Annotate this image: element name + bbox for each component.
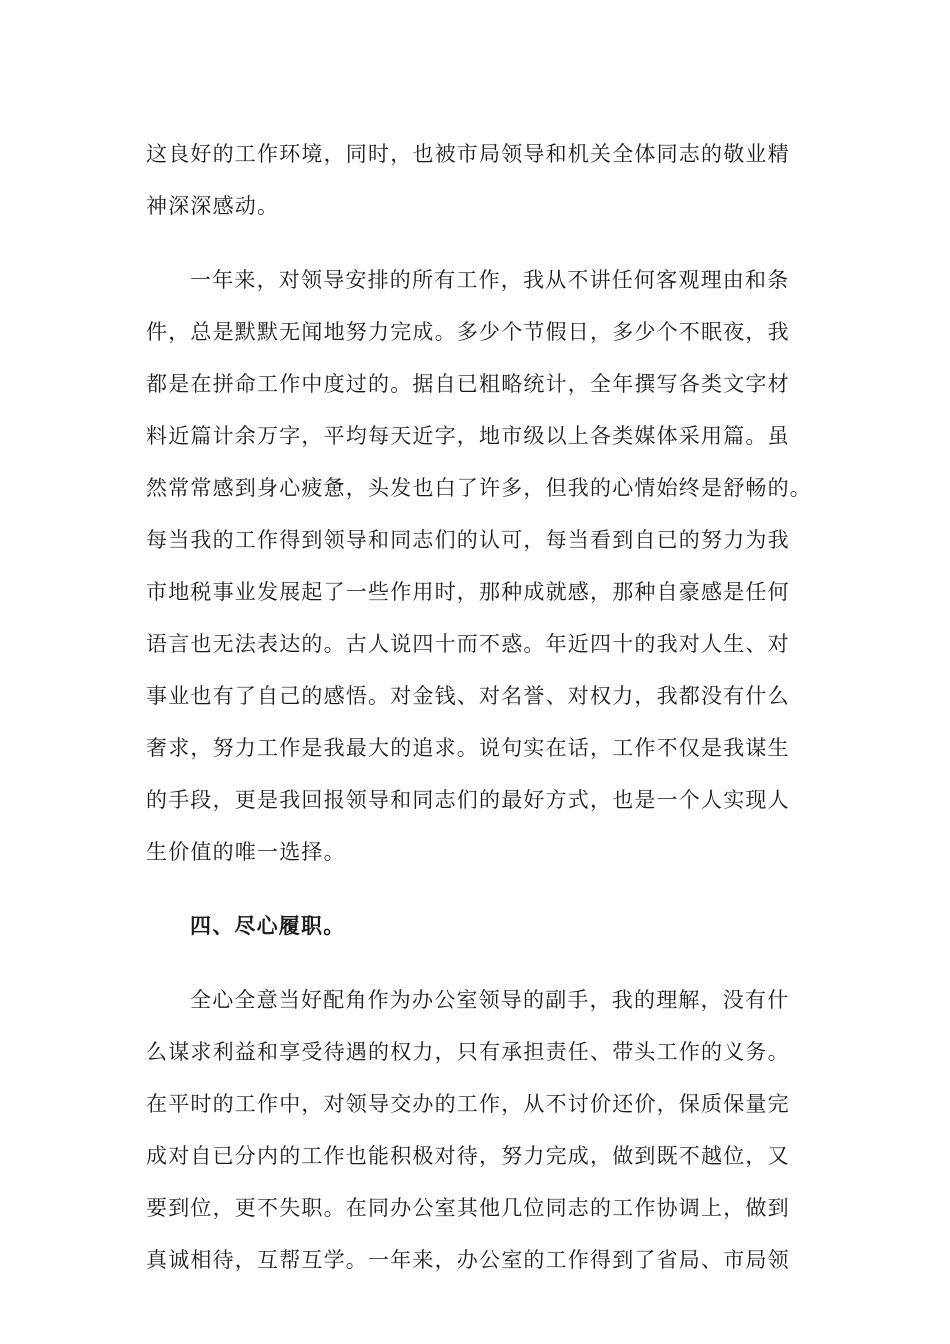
text-line: 全心全意当好配角作为办公室领导的副手，我的理解，没有什 bbox=[190, 988, 790, 1012]
text-line: 都是在拼命工作中度过的。据自已粗略统计，全年撰写各类文字材 bbox=[146, 372, 790, 396]
text-line: 真诚相待，互帮互学。一年来，办公室的工作得到了省局、市局领 bbox=[146, 1248, 790, 1272]
text-line: 一年来，对领导安排的所有工作，我从不讲任何客观理由和条 bbox=[190, 268, 790, 292]
text-line: 成对自已分内的工作也能积极对待，努力完成，做到既不越位，又 bbox=[146, 1144, 790, 1168]
text-line: 事业也有了自己的感悟。对金钱、对名誉、对权力，我都没有什么 bbox=[146, 684, 790, 708]
text-line: 语言也无法表达的。古人说四十而不惑。年近四十的我对人生、对 bbox=[146, 632, 790, 656]
paragraph-2 bbox=[146, 254, 812, 878]
text-line: 的手段，更是我回报领导和同志们的最好方式，也是一个人实现人 bbox=[146, 788, 790, 812]
paragraph-3 bbox=[146, 974, 806, 1286]
text-line: 么谋求利益和享受待遇的权力，只有承担责任、带头工作的义务。 bbox=[146, 1040, 790, 1064]
text-line: 每当我的工作得到领导和同志们的认可，每当看到自已的努力为我 bbox=[146, 528, 790, 552]
section-heading: 四、尽心履职。 bbox=[190, 913, 346, 938]
text-line: 件，总是默默无闻地努力完成。多少个节假日，多少个不眠夜，我 bbox=[146, 320, 790, 344]
document-body bbox=[146, 128, 812, 1286]
text-line: 要到位，更不失职。在同办公室其他几位同志的工作协调上，做到 bbox=[146, 1196, 790, 1220]
text-line: 奢求，努力工作是我最大的追求。说句实在话，工作不仅是我谋生 bbox=[146, 736, 790, 760]
text-line: 在平时的工作中，对领导交办的工作，从不讨价还价，保质保量完 bbox=[146, 1092, 790, 1116]
text-line: 料近篇计余万字，平均每天近字，地市级以上各类媒体采用篇。虽 bbox=[146, 424, 790, 448]
text-line: 这良好的工作环境，同时，也被市局领导和机关全体同志的敬业精 bbox=[146, 142, 790, 166]
text-line: 神深深感动。 bbox=[146, 194, 280, 218]
text-line: 生价值的唯一选择。 bbox=[146, 840, 346, 864]
text-line: 然常常感到身心疲惫，头发也白了许多，但我的心情始终是舒畅的。 bbox=[146, 476, 812, 500]
paragraph-1 bbox=[146, 128, 806, 232]
text-line: 市地税事业发展起了一些作用时，那种成就感，那种自豪感是任何 bbox=[146, 580, 790, 604]
